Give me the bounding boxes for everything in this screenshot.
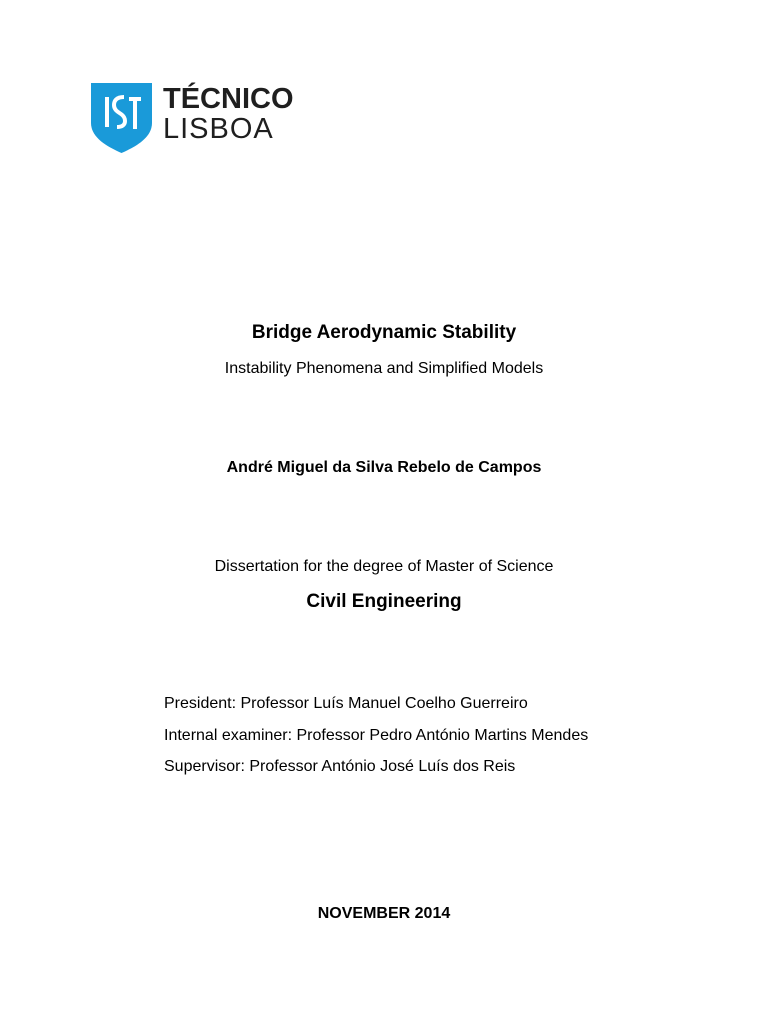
- field-of-study: Civil Engineering: [306, 591, 462, 612]
- jury-president: President: Professor Luís Manuel Coelho Guerreiro: [164, 695, 528, 712]
- jury-internal-examiner: Internal examiner: Professor Pedro António Martins Mendes: [164, 726, 589, 744]
- logo-wordmark-line1: TÉCNICO: [163, 83, 294, 115]
- shield-logo-icon: [91, 83, 152, 153]
- logo-wordmark-line2: LISBOA: [163, 113, 274, 145]
- submission-date: NOVEMBER 2014: [317, 905, 451, 922]
- institution-logo: [91, 83, 294, 155]
- document-title: Bridge Aerodynamic Stability: [251, 322, 517, 343]
- jury-supervisor: Supervisor: Professor António José Luís dos Reis: [164, 758, 516, 775]
- document-subtitle: Instability Phenomena and Simplified Models: [224, 360, 544, 377]
- author-name: André Miguel da Silva Rebelo de Campos: [226, 459, 542, 476]
- degree-statement: Dissertation for the degree of Master of Science: [214, 558, 554, 575]
- jury-list: [164, 688, 588, 783]
- logo-wordmark: [163, 85, 294, 144]
